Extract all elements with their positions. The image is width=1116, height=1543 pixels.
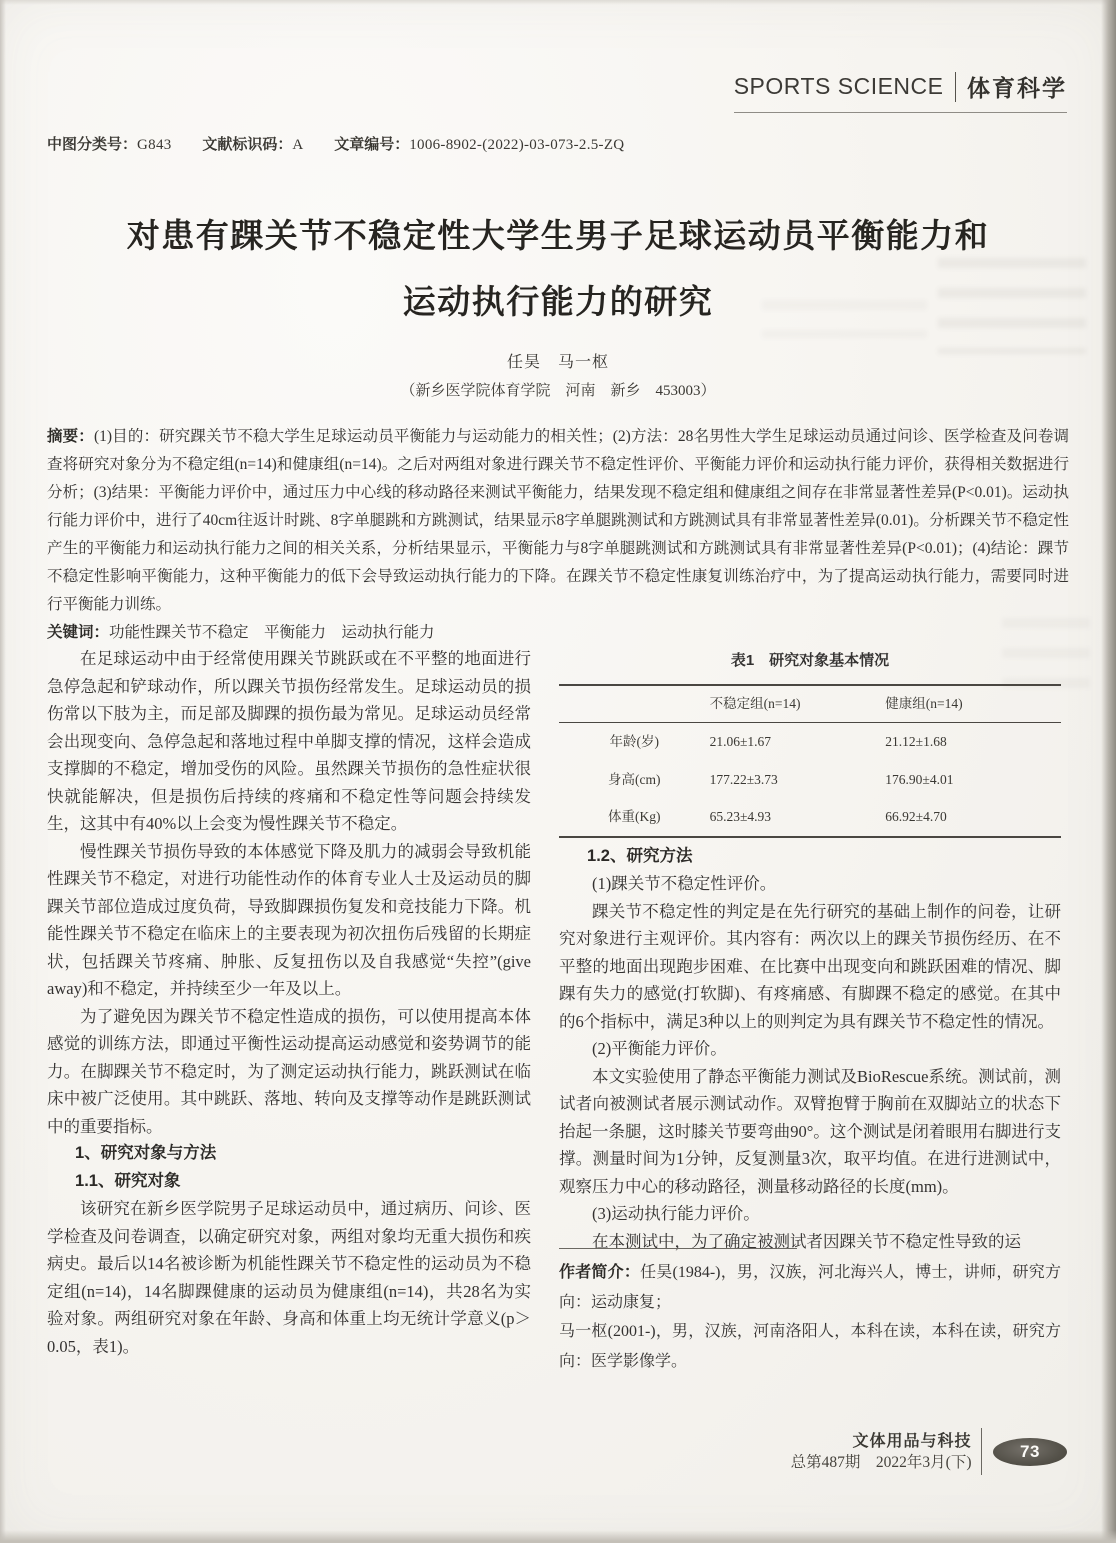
cell-value: 65.23±4.93: [709, 809, 772, 824]
table-row: [559, 723, 1061, 761]
journal-header: [734, 70, 1067, 113]
journal-name-chinese: 体育科学: [967, 75, 1067, 101]
header-divider: [955, 72, 957, 102]
journal-name-english: SPORTS SCIENCE: [733, 73, 944, 99]
footer-text: [791, 1433, 972, 1471]
clc-value: G843: [137, 137, 172, 153]
cell-value: 177.22±3.73: [709, 771, 778, 787]
table-1: [559, 684, 1061, 838]
table-header-row: [559, 685, 1061, 723]
article-id-value: 1006-8902-(2022)-03-073-2.5-ZQ: [409, 137, 625, 153]
abstract-text: (1)目的：研究踝关节不稳大学生足球运动员平衡能力与运动能力的相关性；(2)方法：28名男性大学生足球运动员通过问诊、医学检查及问卷调查将研究对象分为不稳定组(n=14)和健康组(n=14)。之后对两组对象进行踝关节不稳定性评价、平衡能力评价和运动执行能力评价，获得相关数据进行分析；(3)结果：平衡能力评价中，通过压力中心线的移动路径来测试平衡能力，结果发现不稳定组和健康组之间存在非常显著性差异(P<0.01)。运动执行能力评价中，进行了40cm往返计时跳、8字单腿跳和方跳测试，结果显示8字单腿跳测试和方跳测试具有非常显著性差异(0.01)。分析踝关节不稳定性产生的平衡能力和运动执行能力之间的相关关系，分析结果显示，平衡能力与8字单腿跳测试和方跳测试具有非常显著性差异(P<0.01)；(4)结论：踝节不稳定性影响平衡能力，这种平衡能力的低下会导致运动执行能力的下降。在踝关节不稳定性康复训练治疗中，为了提高运动执行能力，需要同时进行平衡能力训练。: [47, 428, 1069, 613]
row-label: 体重(Kg): [608, 809, 661, 824]
affiliation: （新乡医学院体育学院 河南 新乡 453003）: [400, 383, 716, 399]
abstract-label: 摘要：: [47, 428, 94, 445]
paragraph: 在足球运动中由于经常使用踝关节跳跃或在不平整的地面进行急停急起和铲球动作，所以踝关节损伤经常发生。足球运动员的损伤常以下肢为主，而足部及脚踝的损伤最为常见。足球运动员经常会出现变向、急停急起和落地过程中单脚支撑的情况，这样会造成支撑脚的不稳定，增加受伤的风险。虽然踝关节损伤的急性症状很快就能解决，但是损伤后持续的疼痛和不稳定性等问题会持续发生，这其中有40%以上会变为慢性踝关节不稳定。: [47, 649, 531, 833]
author-bio-line: [559, 1258, 1061, 1317]
page-edge-right: [1101, 0, 1116, 1543]
list-item: (1)踝关节不稳定性评价。: [592, 874, 777, 893]
keywords-label: 关键词：: [47, 624, 110, 641]
page-number-badge: 73: [993, 1438, 1067, 1466]
list-item: (3)运动执行能力评价。: [592, 1204, 760, 1223]
page-edge-bottom: [0, 1530, 1116, 1543]
title-line-2: 运动执行能力的研究: [402, 285, 714, 321]
left-column: [47, 645, 531, 1360]
author-bio-block: [559, 1248, 1061, 1376]
paragraph: 本文实验使用了静态平衡能力测试及BioRescue系统。测试前，测试者向被测试者展示测试动作。双臂抱臂于胸前在双脚站立的状态下抬起一条腿，这时膝关节要弯曲90°。这个测试是闭着眼用右脚进行支撑。测量时间为1分钟，反复测量3次，取平均值。在进行进测试中，观察压力中心的移动路径，测量移动路径的长度(mm)。: [559, 1066, 1061, 1196]
authors: 任昊 马一枢: [506, 354, 609, 371]
footer-journal-name: 文体用品与科技: [852, 1432, 972, 1450]
paragraph: 踝关节不稳定性的判定是在先行研究的基础上制作的问卷，让研究对象进行主观评价。其内容有：两次以上的踝关节损伤经历、在不平整的地面出现跑步困难、在比赛中出现变向和跳跃困难的情况、脚踝有失力的感觉(打软脚)、有疼痛感、有脚踝不稳定的感觉。在其中的6个指标中，满足3种以上的则判定为具有踝关节不稳定性的情况。: [559, 901, 1061, 1031]
paragraph: 该研究在新乡医学院男子足球运动员中，通过病历、问诊、医学检查及问卷调查，以确定研究对象，两组对象均无重大损伤和疾病史。最后以14名被诊断为机能性踝关节不稳定性的运动员为不稳定组(n=14)，14名脚踝健康的运动员为健康组(n=14)，共28名为实验对象。两组研究对象在年龄、身高和体重上均无统计学意义(p＞0.05，表1)。: [47, 1199, 531, 1356]
table-1-block: [559, 647, 1061, 838]
abstract-block: [47, 423, 1069, 647]
row-label: 身高(cm): [608, 771, 661, 787]
clc-label: 中图分类号：: [47, 136, 138, 153]
doc-code-label: 文献标识码：: [202, 136, 293, 153]
keywords-text: 功能性踝关节不稳定 平衡能力 运动执行能力: [109, 624, 435, 641]
table-corner-cell: [559, 685, 710, 723]
list-item: (2)平衡能力评价。: [592, 1039, 727, 1058]
doc-code-value: A: [292, 137, 304, 153]
table-row: [559, 761, 1061, 799]
footer-divider: [981, 1428, 983, 1475]
cell-value: 21.06±1.67: [709, 734, 772, 749]
page-title: [47, 204, 1069, 336]
title-block: [47, 204, 1069, 400]
paragraph: 慢性踝关节损伤导致的本体感觉下降及肌力的减弱会导致机能性踝关节不稳定，对进行功能性动作的体育专业人士及运动员的脚踝关节部位造成过度负荷，导致脚踝损伤复发和竞技能力下降。机能性踝关节不稳定在临床上的主要表现为初次扭伤后残留的长期症状，包括踝关节疼痛、肿胀、反复扭伤以及自我感觉“失控”(give away)和不稳定，并持续至少一年及以上。: [47, 841, 531, 998]
footer-issue-info: 总第487期 2022年3月(下): [790, 1453, 972, 1471]
page-edge-top: [0, 0, 1116, 5]
cell-value: 21.12±1.68: [885, 734, 947, 749]
footnote-rule: [559, 1248, 797, 1249]
paragraph: 为了避免因为踝关节不稳定性造成的损伤，可以使用提高本体感觉的训练方法，即通过平衡性运动提高运动感觉和姿势调节的能力。在脚踝关节不稳定时，为了测定运动执行能力，跳跃测试在临床中被广泛使用。其中跳跃、落地、转向及支撑等动作是跳跃测试中的重要指标。: [47, 1006, 531, 1136]
page-edge-left: [0, 0, 6, 1543]
subsection-heading: 1.2、研究方法: [587, 846, 693, 865]
subsection-heading: 1.1、研究对象: [75, 1171, 181, 1190]
keywords: [47, 619, 1069, 647]
author-bio-line: 马一枢(2001-)，男，汉族，河南洛阳人，本科在读，本科在读，研究方向：医学影像学。: [559, 1323, 1061, 1370]
section-heading: 1、研究对象与方法: [75, 1144, 217, 1162]
cell-value: 66.92±4.70: [885, 809, 947, 824]
author-bio-label: 作者简介：: [559, 1264, 641, 1281]
title-line-1: 对患有踝关节不稳定性大学生男子足球运动员平衡能力和: [126, 219, 990, 255]
table-col-header: 健康组(n=14): [885, 685, 1061, 723]
right-column: [559, 645, 1061, 1255]
table-1-caption: 表1 研究对象基本情况: [730, 652, 890, 669]
page-footer: [791, 1428, 1067, 1475]
author-bio-text: 任昊(1984-)，男，汉族，河北海兴人，博士，讲师，研究方向：运动康复；: [559, 1264, 1061, 1311]
row-label: 年龄(岁): [609, 734, 660, 749]
cell-value: 176.90±4.01: [885, 771, 954, 787]
table-row: [559, 798, 1061, 837]
table-col-header: 不稳定组(n=14): [710, 685, 886, 723]
abstract: [47, 423, 1069, 619]
article-meta-line: [47, 133, 651, 154]
article-id-label: 文章编号：: [334, 136, 410, 153]
paragraph: 在本测试中，为了确定被测试者因踝关节不稳定性导致的运: [592, 1231, 1021, 1251]
